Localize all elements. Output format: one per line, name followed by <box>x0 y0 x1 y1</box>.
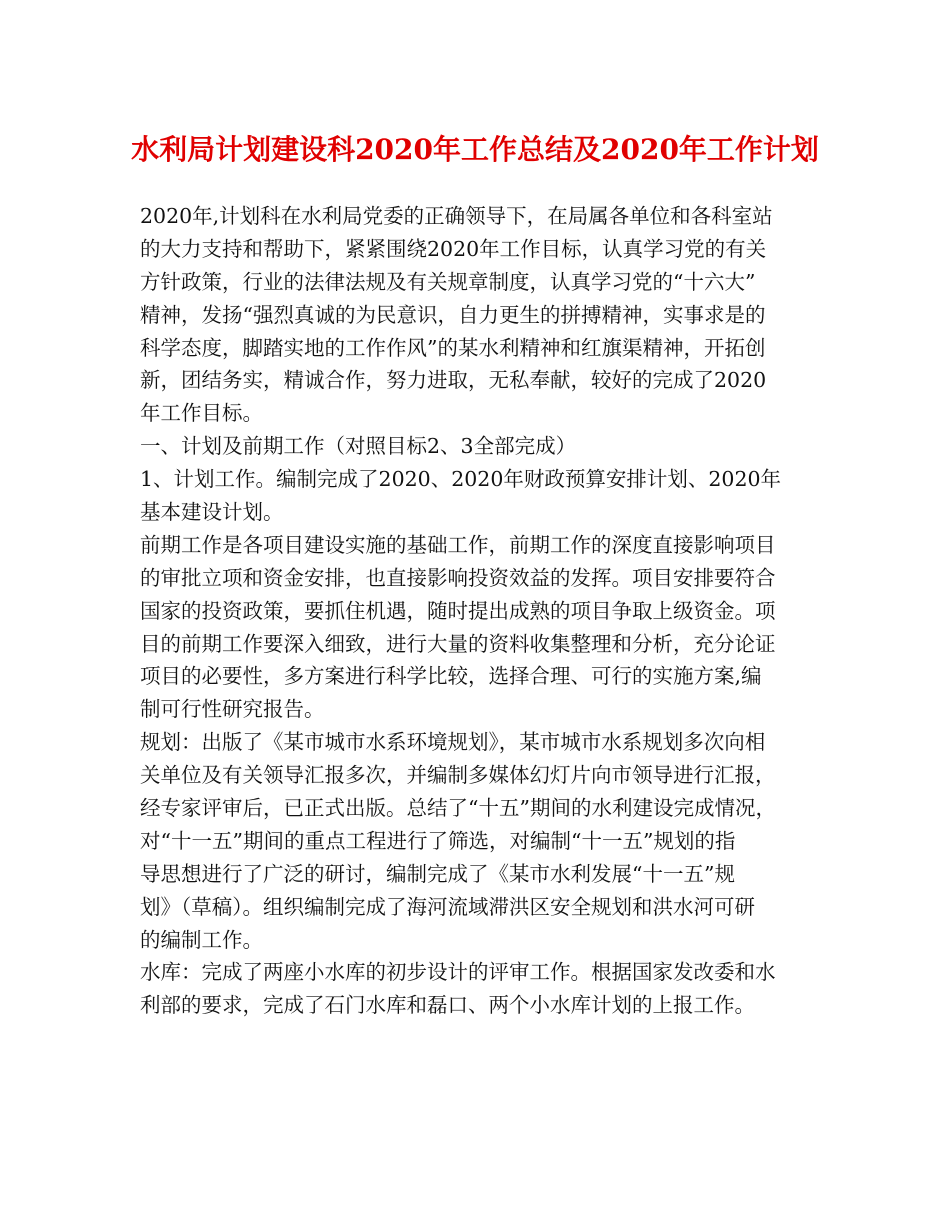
body-line: 的审批立项和资金安排，也直接影响投资效益的发挥。项目安排要符合 <box>140 565 776 590</box>
body-line: 的编制工作。 <box>140 927 263 952</box>
body-line: 科学态度，脚踏实地的工作作风”的某水利精神和红旗渠精神，开拓创 <box>140 335 766 360</box>
body-line: 规划：出版了《某市城市水系环境规划》，某市城市水系规划多次向相 <box>140 730 766 755</box>
body-line: 方针政策，行业的法律法规及有关规章制度，认真学习党的“十六大” <box>140 269 756 294</box>
section-heading: 一、计划及前期工作（对照目标2、3全部完成） <box>140 434 577 459</box>
body-line: 新，团结务实，精诚合作，努力进取，无私奉献，较好的完成了2020 <box>140 368 767 393</box>
body-line: 经专家评审后，已正式出版。总结了“十五”期间的水利建设完成情况， <box>140 796 776 821</box>
body-line: 制可行性研究报告。 <box>140 697 325 722</box>
body-line: 划》（草稿）。组织编制完成了海河流域滞洪区安全规划和洪水河可研 <box>140 894 755 919</box>
body-line: 年工作目标。 <box>140 401 263 426</box>
document-body <box>140 200 820 1022</box>
body-line: 项目的必要性，多方案进行科学比较，选择合理、可行的实施方案,编 <box>140 664 762 689</box>
document-title: 水利局计划建设科2020年工作总结及2020年工作计划 <box>131 133 819 166</box>
body-line: 基本建设计划。 <box>140 500 284 525</box>
body-line: 1、计划工作。编制完成了2020、2020年财政预算安排计划、2020年 <box>140 467 782 492</box>
body-line: 前期工作是各项目建设实施的基础工作，前期工作的深度直接影响项目 <box>140 532 776 557</box>
body-line: 利部的要求，完成了石门水库和磊口、两个小水库计划的上报工作。 <box>140 993 755 1018</box>
body-line: 国家的投资政策，要抓住机遇，随时提出成熟的项目争取上级资金。项 <box>140 598 776 623</box>
body-line: 的大力支持和帮助下，紧紧围绕2020年工作目标，认真学习党的有关 <box>140 236 767 261</box>
body-line: 目的前期工作要深入细致，进行大量的资料收集整理和分析，充分论证 <box>140 631 776 656</box>
body-line: 2020年,计划科在水利局党委的正确领导下，在局属各单位和各科室站 <box>140 204 773 228</box>
body-line: 精神，发扬“强烈真诚的为民意识，自力更生的拼搏精神，实事求是的 <box>140 302 766 327</box>
body-line: 对“十一五”期间的重点工程进行了筛选，对编制“十一五”规划的指 <box>140 828 736 853</box>
body-line: 水库：完成了两座小水库的初步设计的评审工作。根据国家发改委和水 <box>140 960 776 985</box>
body-line: 导思想进行了广泛的研讨，编制完成了《某市水利发展“十一五”规 <box>140 861 735 886</box>
body-line: 关单位及有关领导汇报多次，并编制多媒体幻灯片向市领导进行汇报， <box>140 763 776 788</box>
